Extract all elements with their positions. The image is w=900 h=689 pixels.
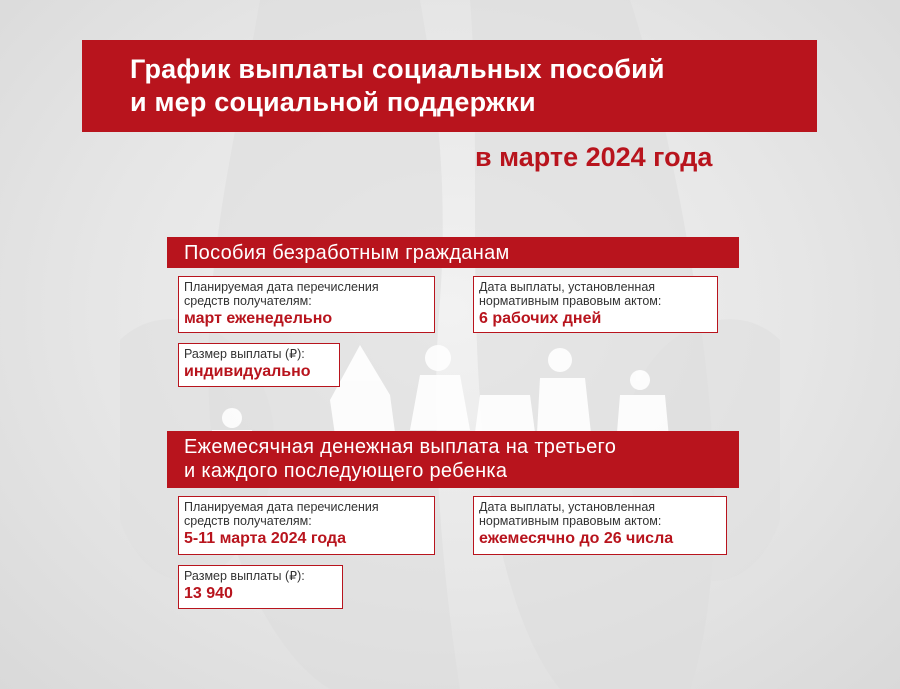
card-label-line-2: средств получателям: (184, 294, 312, 308)
card-label-line-2: средств получателям: (184, 514, 312, 528)
card-planned-date (178, 496, 435, 555)
section-title-third-child-payment (167, 431, 739, 488)
card-value: ежемесячно до 26 числа (479, 530, 674, 547)
section-title-unemployment (167, 237, 739, 268)
section-title-line-2: и каждого последующего ребенка (184, 460, 508, 482)
card-value: 5-11 марта 2024 года (184, 530, 346, 547)
period-subtitle: в марте 2024 года (475, 142, 713, 172)
card-legal-date (473, 496, 727, 555)
card-payment-amount (178, 565, 343, 609)
card-label-line-1: Дата выплаты, установленная (479, 500, 656, 514)
title-banner (82, 40, 817, 132)
section-title-line-1: Ежемесячная денежная выплата на третьего (184, 436, 617, 458)
card-value: индивидуально (184, 363, 311, 380)
card-label-line-2: нормативным правовым актом: (479, 514, 662, 528)
card-planned-date (178, 276, 435, 333)
page-title-line-2: и мер социальной поддержки (130, 87, 536, 117)
card-payment-amount (178, 343, 340, 387)
card-value: 13 940 (184, 585, 233, 602)
card-label-line-1: Планируемая дата перечисления (184, 280, 379, 294)
section-title-line-1: Пособия безработным гражданам (184, 242, 510, 264)
card-value: 6 рабочих дней (479, 310, 602, 327)
card-label-line-1: Дата выплаты, установленная (479, 280, 656, 294)
card-legal-date (473, 276, 718, 333)
card-label-line-1: Размер выплаты (₽): (184, 569, 305, 583)
card-label-line-1: Размер выплаты (₽): (184, 347, 305, 361)
card-label-line-1: Планируемая дата перечисления (184, 500, 379, 514)
card-value: март еженедельно (184, 310, 333, 327)
card-label-line-2: нормативным правовым актом: (479, 294, 662, 308)
page-title-line-1: График выплаты социальных пособий (130, 54, 665, 84)
